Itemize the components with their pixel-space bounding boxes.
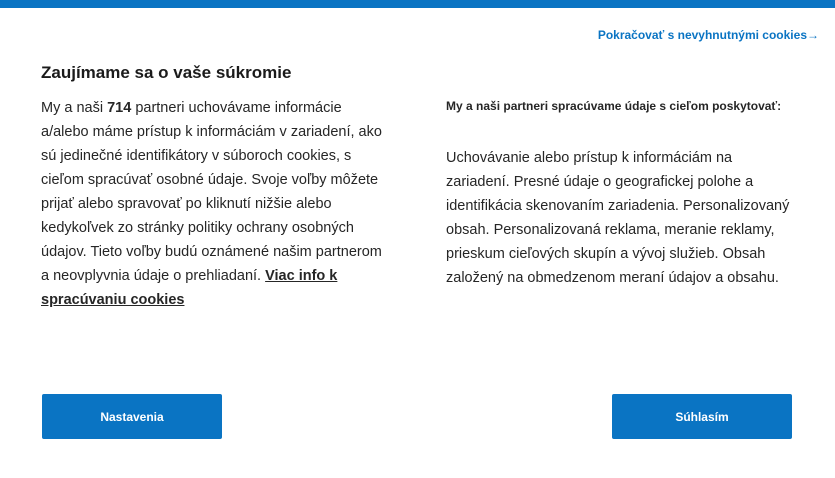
settings-button[interactable]: Nastavenia — [42, 394, 222, 439]
more-info-cookies-link[interactable]: Viac info k spracúvaniu cookies — [41, 268, 338, 308]
purposes-text: Uchovávanie alebo prístup k informáciám na zariadení. Presné údaje o geografickej polohe a identifikácia skenovaním zariadenia. Personalizovaný obsah. Personalizovaná reklama, meranie reklamy, prieskum cieľových skupín a vývoj služieb. Obsah založený na obmedzenom meraní údajov a obsahu. — [446, 150, 790, 286]
consent-intro-text — [41, 96, 391, 312]
purposes-heading: My a naši partneri spracúvame údaje s cieľom poskytovať: — [446, 99, 782, 113]
intro-body: partneri uchovávame informácie a/alebo máme prístup k informáciám v zariadení, ako sú jedinečné identifikátory v súboroch cookies, s cieľom spracúvať osobné údaje. Svoje voľby môžete prijať alebo spravovať po kliknutí nižšie alebo kedykoľvek zo stránky politiky ochrany osobných údajov. Tieto voľby budú oznámené našim partnerom a neovplyvnia údaje o prehliadaní. — [41, 100, 382, 284]
continue-necessary-cookies-link[interactable]: Pokračovať s nevyhnutnými cookies→ — [597, 28, 819, 42]
intro-prefix: My a naši — [41, 100, 108, 116]
agree-button[interactable]: Súhlasím — [612, 394, 792, 439]
dialog-title: Zaujímame sa o vaše súkromie — [41, 63, 292, 82]
partner-count: 714 — [107, 100, 132, 116]
top-accent-bar — [0, 0, 835, 8]
